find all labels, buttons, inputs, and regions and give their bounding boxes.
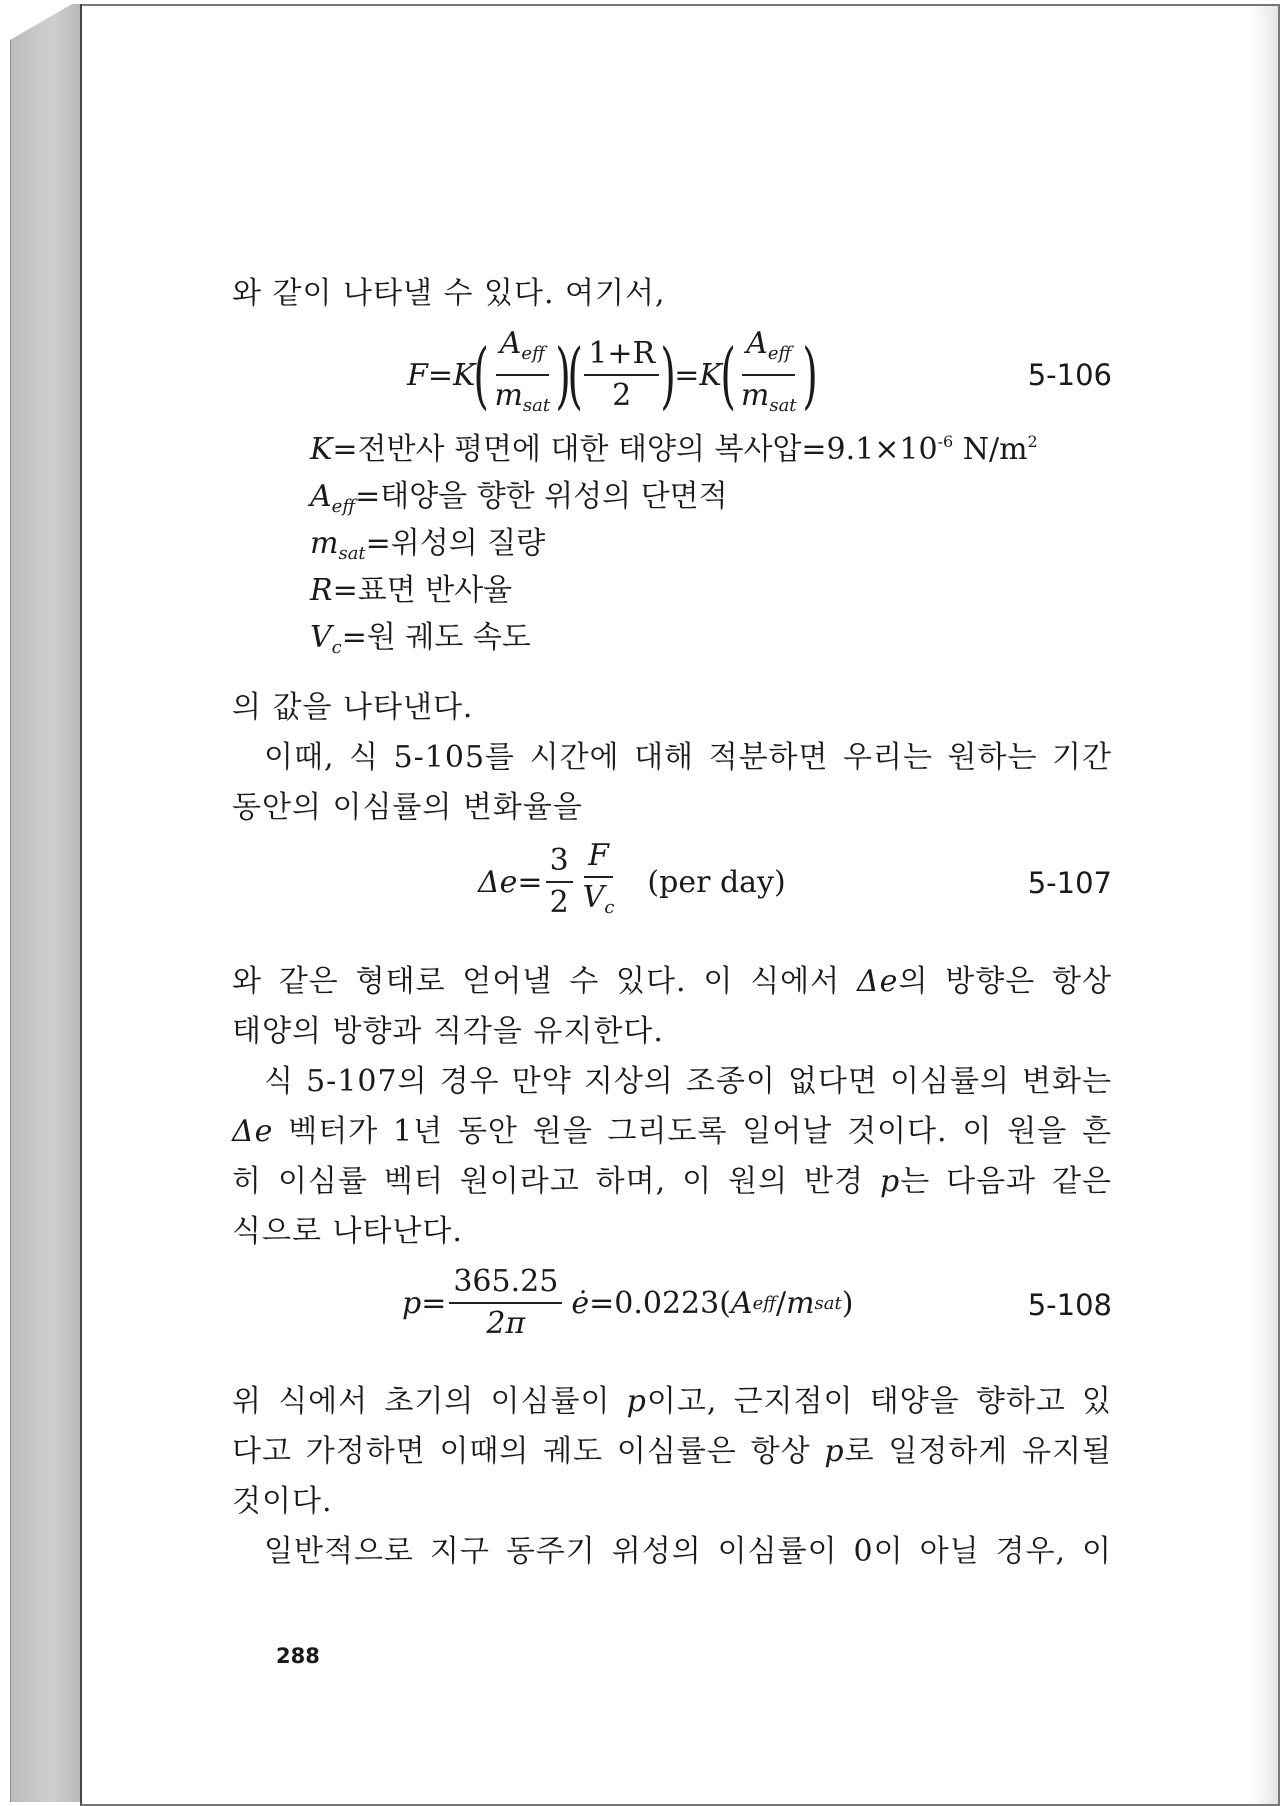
- eq108-edot: ė: [571, 1285, 590, 1321]
- eq106-f1-den: m: [494, 378, 523, 413]
- def-vc-sub: c: [331, 637, 342, 658]
- equation-number-5-108: 5-108: [1027, 1288, 1112, 1322]
- eq107-lhs: Δe=: [478, 864, 543, 900]
- eq106-paren-open-1: (: [473, 333, 490, 417]
- text-init-1a: 위 식에서 초기의 이심률이: [232, 1384, 611, 1419]
- text-line-case-1: [232, 1056, 1112, 1100]
- text-integrate-1: 이때, 식 5-105를 시간에 대해 적분하면 우리는 원하는 기간: [264, 740, 1112, 775]
- def-aeff-text: =태양을 향한 위성의 단면적: [355, 479, 728, 514]
- def-k-text: =전반사 평면에 대한 태양의 복사압=9.1×10: [332, 432, 938, 467]
- symbol-p-2: p: [626, 1384, 647, 1419]
- eq106-lhs: F=K: [407, 357, 476, 393]
- eq107-fraction-2: [579, 839, 619, 925]
- definition-aeff: [310, 471, 728, 517]
- text-line-integrate-1: [232, 732, 1112, 776]
- eq106-mid: =K: [674, 357, 722, 393]
- eq108-lhs: p=: [402, 1285, 447, 1321]
- text-line-intro: [232, 268, 1112, 312]
- text-line-form-1: [232, 956, 1112, 1000]
- text-case-2: 벡터가 1년 동안 원을 그리도록 일어날 것이다. 이 원을 흔: [288, 1114, 1112, 1149]
- eq106-fraction-1: [490, 327, 554, 423]
- eq107-f1-den: 2: [549, 885, 569, 920]
- text-init-3: 것이다.: [232, 1484, 333, 1519]
- eq106-fraction-2: [584, 337, 659, 413]
- eq108-rhs: =0.0223(: [589, 1285, 731, 1321]
- eq108-rhs-m-sub: sat: [814, 1292, 842, 1314]
- text-line-values: [232, 682, 1112, 726]
- book-spine-edge: [10, 4, 83, 1802]
- symbol-p-3: p: [824, 1434, 845, 1469]
- symbol-p: p: [879, 1164, 901, 1199]
- text-case-4: 식으로 나타난다.: [232, 1214, 463, 1249]
- text-intro: 와 같이 나타낼 수 있다. 여기서,: [232, 276, 666, 311]
- text-form-1a: 와 같은 형태로 얻어낼 수 있다. 이 식에서: [232, 964, 841, 999]
- page-left-border: [80, 4, 82, 1802]
- text-values: 의 값을 나타낸다.: [232, 690, 474, 725]
- text-line-integrate-2: [232, 782, 1112, 826]
- text-line-init-3: [232, 1476, 1112, 1520]
- definition-vc: [310, 612, 531, 658]
- eq106-f3-num-sub: eff: [767, 343, 792, 364]
- eq107-f2-num: F: [584, 839, 613, 878]
- text-line-init-2: [232, 1426, 1112, 1470]
- eq106-paren-open-2: (: [567, 333, 583, 417]
- equation-number-5-107: 5-107: [1027, 866, 1112, 900]
- text-case-3a: 히 이심률 벡터 원이라고 하며, 이 원의 반경: [232, 1164, 864, 1199]
- eq106-paren-close-2: ): [660, 333, 676, 417]
- text-line-last: [232, 1526, 1112, 1570]
- def-vc-text: =원 궤도 속도: [341, 620, 531, 655]
- symbol-delta-e: Δe: [857, 964, 899, 999]
- def-k-unit-exp: 2: [1027, 432, 1038, 451]
- def-aeff-sub: eff: [331, 496, 356, 517]
- eq107-unit: (per day): [647, 864, 786, 900]
- text-integrate-2: 동안의 이심률의 변화율을: [232, 790, 583, 825]
- definition-r: [310, 565, 512, 609]
- equation-5-108: [402, 1263, 853, 1343]
- eq106-f2-den: 2: [612, 378, 632, 413]
- def-k-label: K: [310, 432, 333, 467]
- definition-msat: [310, 518, 545, 564]
- text-line-case-4: [232, 1206, 1112, 1250]
- text-last: 일반적으로 지구 동주기 위성의 이심률이 0이 아닐 경우, 이: [264, 1534, 1112, 1569]
- def-vc-label: V: [310, 620, 332, 655]
- eq107-f1-num: 3: [546, 844, 573, 883]
- eq106-f3-den: m: [740, 378, 770, 413]
- equation-5-106: [407, 326, 818, 417]
- eq108-num: 365.25: [449, 1265, 562, 1304]
- eq107-fraction-1: [546, 844, 573, 920]
- eq108-rhs-m: m: [786, 1285, 815, 1321]
- def-k-unit: N/m: [953, 432, 1028, 467]
- eq106-f2-num: 1+R: [584, 337, 659, 376]
- text-init-2a: 다고 가정하면 이때의 궤도 이심률은 항상: [232, 1434, 811, 1469]
- def-k-exp: -6: [937, 432, 954, 451]
- def-aeff-label: A: [310, 479, 332, 514]
- eq106-paren-open-3: (: [720, 333, 736, 417]
- text-line-case-2: [232, 1106, 1112, 1150]
- eq108-rhs-a-sub: eff: [752, 1292, 776, 1314]
- def-msat-text: =위성의 질량: [365, 526, 546, 561]
- text-line-form-2: [232, 1006, 1112, 1050]
- eq108-den: 2π: [486, 1306, 526, 1341]
- text-form-1b: 의 방향은 항상: [898, 964, 1113, 999]
- text-init-2b: 로 일정하게 유지될: [844, 1434, 1112, 1469]
- equation-number-5-106: 5-106: [1027, 358, 1112, 392]
- definition-k: [310, 424, 1038, 468]
- def-msat-label: m: [310, 526, 339, 561]
- eq108-rhs-a: A: [730, 1285, 753, 1321]
- eq106-f1-den-sub: sat: [522, 395, 551, 416]
- eq108-fraction: [449, 1265, 562, 1341]
- eq106-f3-den-sub: sat: [769, 395, 797, 416]
- text-case-1: 식 5-107의 경우 만약 지상의 조종이 없다면 이심률의 변화는: [264, 1064, 1112, 1099]
- eq106-paren-close-3: ): [801, 333, 818, 417]
- def-r-label: R: [310, 573, 333, 608]
- eq106-fraction-3: [737, 327, 801, 423]
- text-form-2: 태양의 방향과 직각을 유지한다.: [232, 1014, 664, 1049]
- page-number: 288: [276, 1644, 320, 1668]
- def-r-text: =표면 반사율: [332, 573, 513, 608]
- eq106-paren-close-1: ): [555, 333, 571, 417]
- eq108-slash: /: [775, 1285, 787, 1321]
- def-msat-sub: sat: [338, 543, 366, 564]
- text-line-init-1: [232, 1376, 1112, 1420]
- symbol-delta-e-2: Δe: [232, 1114, 274, 1149]
- eq108-close: ): [841, 1285, 854, 1321]
- text-case-3b: 는 다음과 같은: [900, 1164, 1113, 1199]
- eq106-f1-num: A: [499, 326, 522, 361]
- equation-5-107: [478, 838, 786, 922]
- text-line-case-3: [232, 1156, 1112, 1200]
- eq106-f1-num-sub: eff: [521, 343, 545, 364]
- text-init-1b: 이고, 근지점이 태양을 향하고 있: [646, 1384, 1112, 1419]
- eq107-f2-den: V: [582, 880, 605, 915]
- eq106-f3-num: A: [746, 326, 768, 361]
- eq107-f2-den-sub: c: [604, 897, 615, 918]
